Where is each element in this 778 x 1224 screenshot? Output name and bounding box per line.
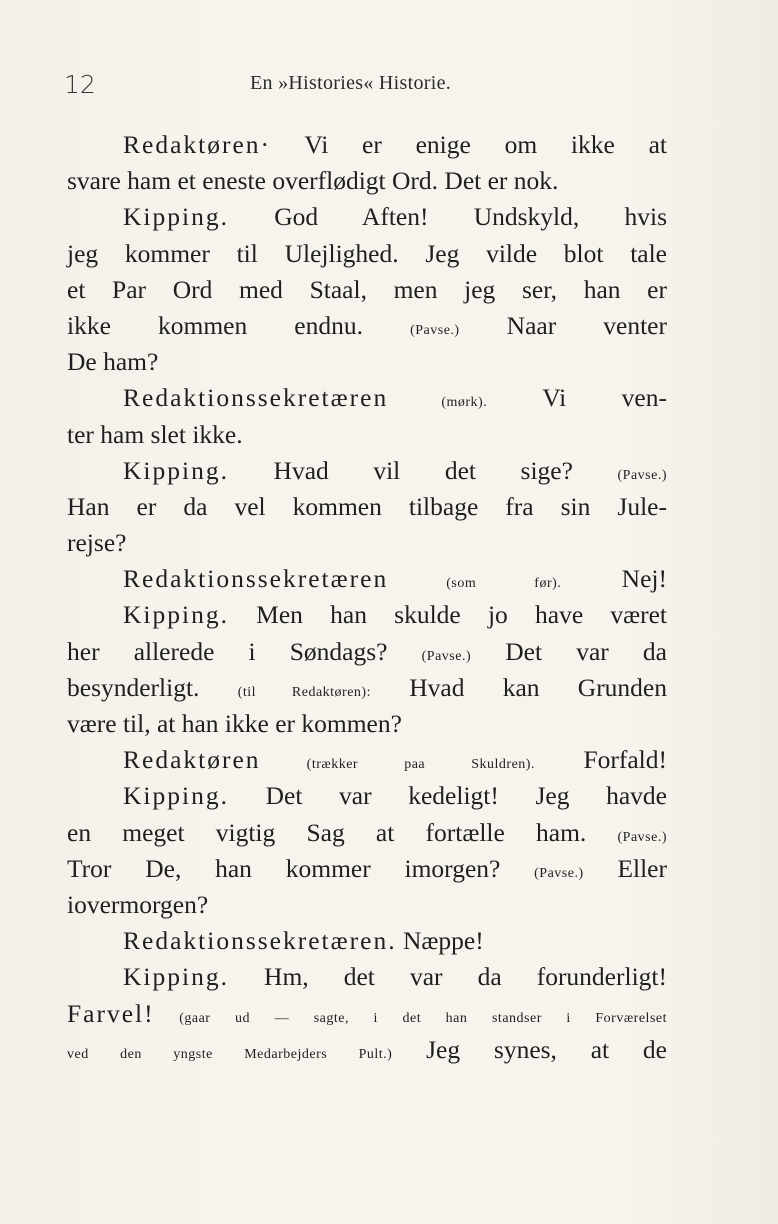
- line-text: en meget vigtig Sag at fortælle ham.: [67, 817, 618, 847]
- line-text: God Aften! Undskyld, hvis: [228, 202, 667, 232]
- text-line: [67, 815, 667, 851]
- text-line: [67, 996, 667, 1032]
- stage-direction: (Pavse.): [617, 829, 667, 845]
- speaker-name: Farvel!: [67, 998, 155, 1028]
- text-line: [67, 308, 667, 344]
- line-text: Hvad kan Grunden: [370, 672, 668, 702]
- speaker-name: Kipping.: [123, 781, 229, 811]
- line-text: et Par Ord med Staal, men jeg ser, han er: [67, 274, 667, 304]
- line-text: jeg kommer til Ulejlighed. Jeg vilde blot tale: [67, 238, 667, 268]
- page-body: [67, 127, 667, 1068]
- line-text: være til, at han ikke er kommen?: [67, 709, 402, 738]
- stage-direction: (Pavse.): [421, 648, 472, 664]
- text-line: [67, 1032, 667, 1068]
- text-line: [67, 561, 667, 597]
- line-text: Vi ven-: [487, 383, 667, 413]
- line-text: Han er da vel kommen tilbage fra sin Jule-: [67, 491, 667, 521]
- text-line: [67, 380, 667, 416]
- line-text: svare ham et eneste overflødigt Ord. Det er nok.: [67, 166, 559, 196]
- text-line: [67, 417, 667, 453]
- line-text: Jeg synes, at de: [392, 1034, 667, 1064]
- text-line: [67, 199, 667, 235]
- stage-direction: (Pavse.): [410, 322, 460, 338]
- line-text: her allerede i Søndags?: [67, 636, 422, 666]
- speaker-name: Redaktionssekretæren.: [123, 926, 397, 956]
- text-line: [67, 923, 667, 959]
- text-line: [67, 344, 667, 380]
- text-line: [67, 851, 667, 887]
- speaker-name: Redaktøren: [123, 745, 261, 775]
- line-text: Det var kedeligt! Jeg havde: [228, 781, 667, 811]
- speaker-name: Kipping.: [123, 600, 229, 630]
- line-text: Hm, det var da forunderligt!: [228, 962, 667, 992]
- text-line: [67, 453, 667, 489]
- text-line: [67, 525, 667, 561]
- stage-direction: (mørk).: [388, 395, 488, 411]
- text-line: [67, 706, 667, 742]
- stage-direction: (gaar ud — sagte, i det han standser i Forværelset: [154, 1010, 667, 1026]
- line-text: iovermorgen?: [67, 889, 209, 919]
- line-text: Naar venter: [459, 310, 667, 340]
- text-line: [67, 778, 667, 814]
- speaker-name: Redaktøren·: [123, 130, 272, 159]
- line-text: ter ham slet ikke.: [67, 419, 243, 449]
- text-line: [67, 887, 667, 923]
- stage-direction: (Pavse.): [534, 865, 584, 881]
- line-text: Hvad vil det sige?: [228, 455, 618, 485]
- speaker-name: Redaktionssekretæren: [123, 564, 389, 594]
- line-text: Det var da: [471, 636, 667, 666]
- text-line: [67, 742, 667, 778]
- running-title: En »Histories« Historie.: [250, 72, 452, 94]
- stage-direction: (som før).: [388, 576, 562, 592]
- line-text: rejse?: [67, 528, 127, 558]
- line-text: De ham?: [67, 347, 159, 377]
- text-line: [67, 489, 667, 525]
- line-text: Forfald!: [534, 745, 667, 775]
- stage-direction: ved den yngste Medarbejders Pult.): [67, 1046, 393, 1062]
- stage-direction: (til Redaktøren):: [237, 684, 371, 700]
- text-line: [67, 670, 667, 706]
- speaker-name: Redaktionssekretæren: [123, 383, 389, 413]
- text-line: [67, 597, 667, 633]
- line-text: Eller: [583, 853, 667, 883]
- text-line: [67, 163, 667, 199]
- line-text: besynderligt.: [67, 672, 238, 702]
- speaker-name: Kipping.: [123, 202, 229, 232]
- line-text: Men han skulde jo have været: [228, 600, 667, 630]
- text-line: [67, 634, 667, 670]
- page-header: [0, 66, 778, 100]
- line-text: Næppe!: [396, 926, 484, 956]
- text-line: [67, 959, 667, 995]
- page-number: 12: [64, 70, 96, 99]
- text-line: [67, 272, 667, 308]
- stage-direction: (Pavse.): [617, 467, 667, 483]
- stage-direction: (trækker paa Skuldren).: [260, 757, 535, 773]
- line-text: Tror De, han kommer imorgen?: [67, 853, 535, 883]
- line-text: Nej!: [561, 564, 667, 594]
- speaker-name: Kipping.: [123, 962, 229, 992]
- speaker-name: Kipping.: [123, 455, 229, 485]
- line-text: Vi er enige om ikke at: [271, 130, 667, 159]
- text-line: [67, 236, 667, 272]
- text-line: [67, 127, 667, 163]
- line-text: ikke kommen endnu.: [67, 310, 411, 340]
